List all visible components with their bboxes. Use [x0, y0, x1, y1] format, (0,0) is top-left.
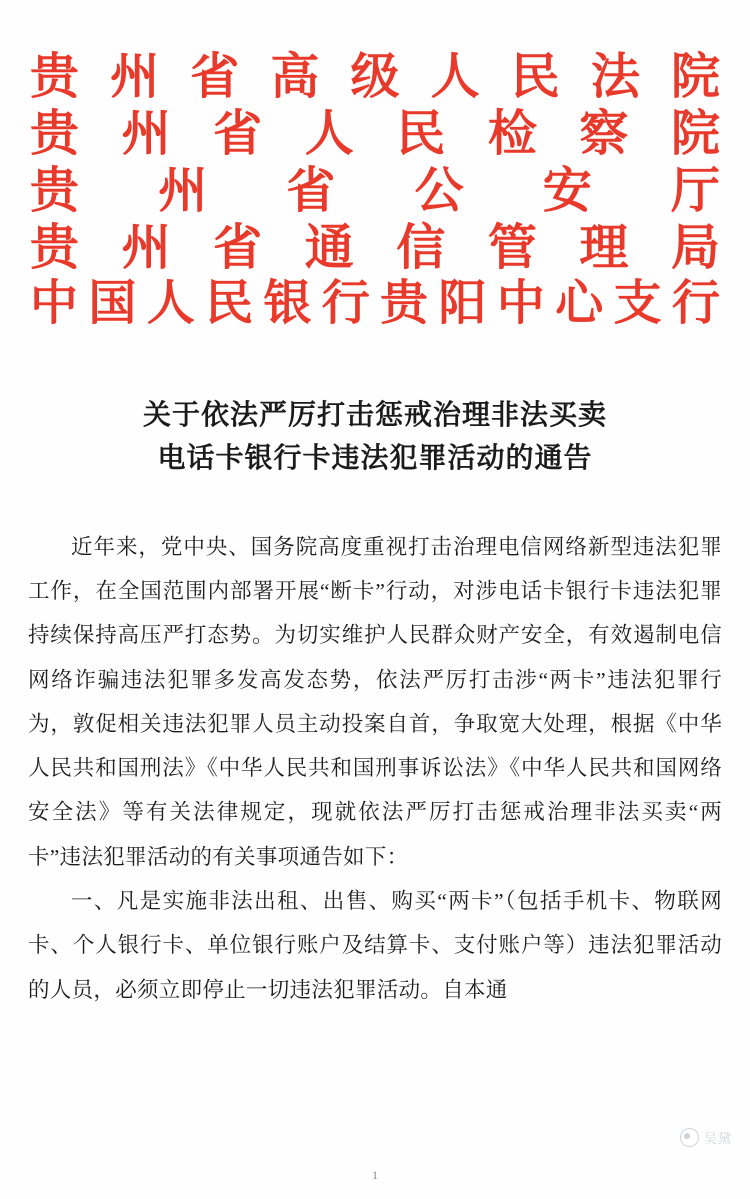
letterhead-line-4: 贵州省通信管理局 — [30, 220, 720, 275]
document-title-line-2: 电话卡银行卡违法犯罪活动的通告 — [157, 443, 593, 475]
letterhead-line-1: 贵州省高级人民法院 — [30, 49, 720, 104]
watermark-logo-icon — [680, 1128, 699, 1147]
document-title-line-1: 关于依法严厉打击惩戒治理非法买卖 — [142, 400, 607, 431]
body-paragraph-1: 近年来，党中央、国务院高度重视打击治理电信网络新型违法犯罪工作，在全国范围内部署开展“断卡”行动，对涉电话卡银行卡违法犯罪持续保持高压严打态势。为切实维护人民群众财产安全，有效遏制电信网络诈骗违法犯罪多发高发态势，依法严厉打击涉“两卡”违法犯罪行为，敦促相关违法犯罪人员主动投案自首，争取宽大处理，根据《中华人民共和国刑法》《中华人民共和国刑事诉讼法》《中华人民共和国网络安全法》等有关法律规定，现就依法严厉打击惩戒治理非法买卖“两卡”违法犯罪活动的有关事项通告如下： — [28, 534, 722, 869]
letterhead-line-3: 贵州省公安厅 — [30, 163, 720, 218]
page-number: 1 — [372, 1168, 378, 1182]
letterhead — [0, 0, 750, 328]
document-title — [0, 394, 750, 481]
document-body — [28, 525, 722, 1012]
letterhead-line-2: 贵州省人民检察院 — [30, 106, 720, 161]
letterhead-line-5: 中国人民银行贵阳中心支行 — [30, 277, 720, 330]
watermark — [680, 1128, 732, 1147]
body-paragraph-2: 一、凡是实施非法出租、出售、购买“两卡”（包括手机卡、物联网卡、个人银行卡、单位银行账户及结算卡、支付账户等）违法犯罪活动的人员，必须立即停止一切违法犯罪活动。自本通 — [28, 889, 722, 1002]
watermark-label: 吴黛 — [703, 1131, 732, 1146]
